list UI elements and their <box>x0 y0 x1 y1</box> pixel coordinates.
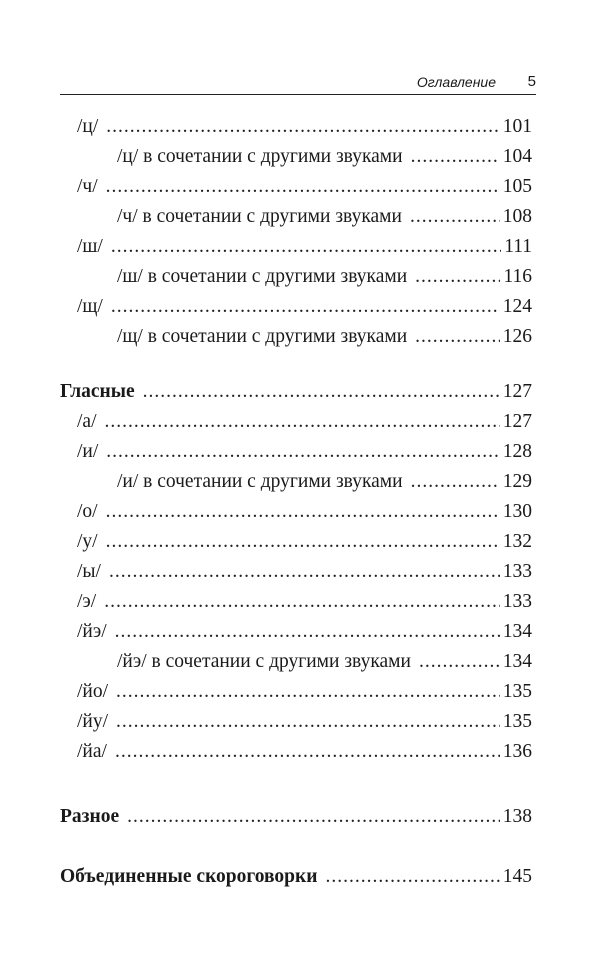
page-number: 5 <box>527 73 536 90</box>
toc-entry-page: 128 <box>502 441 532 462</box>
dot-leader <box>415 322 500 352</box>
dot-leader <box>326 862 500 892</box>
toc-entry-label: /и/ в сочетании с другими звуками <box>117 471 403 492</box>
dot-leader <box>127 802 500 832</box>
toc-entry <box>60 707 532 737</box>
toc-entry-page: 116 <box>503 266 532 287</box>
toc-entry-page: 104 <box>502 146 532 167</box>
toc-entry-label: /ч/ в сочетании с другими звуками <box>117 206 402 227</box>
toc-entry-page: 124 <box>502 296 532 317</box>
dot-leader <box>106 527 500 557</box>
toc-entry-page: 101 <box>502 116 532 137</box>
dot-leader <box>115 737 500 767</box>
toc-entry-page: 136 <box>502 741 532 762</box>
dot-leader <box>143 377 500 407</box>
toc-entry <box>60 677 532 707</box>
toc-entry-page: 126 <box>502 326 532 347</box>
toc-entry-page: 145 <box>502 866 532 887</box>
dot-leader <box>111 232 501 262</box>
toc-entry <box>60 467 532 497</box>
dot-leader <box>105 407 500 437</box>
toc-entry <box>60 112 532 142</box>
toc-entry-page: 134 <box>502 651 532 672</box>
toc-entry-label: /щ/ в сочетании с другими звуками <box>117 326 408 347</box>
toc-entry <box>60 232 532 262</box>
toc-entry-label: /ц/ в сочетании с другими звуками <box>117 146 403 167</box>
toc-entry <box>60 647 532 677</box>
dot-leader <box>115 617 500 647</box>
toc-entry-label: /йу/ <box>77 711 109 732</box>
toc-entry-label: /ш/ в сочетании с другими звуками <box>117 266 408 287</box>
toc-entry-page: 132 <box>502 531 532 552</box>
toc-entry-label: /ш/ <box>77 236 103 257</box>
toc-entry <box>60 202 532 232</box>
toc-entry <box>60 172 532 202</box>
dot-leader <box>411 467 500 497</box>
toc-entry-label: /и/ <box>77 441 99 462</box>
dot-leader <box>111 292 500 322</box>
toc-entry-page: 127 <box>502 381 532 402</box>
toc-entry-label: /у/ <box>77 531 98 552</box>
dot-leader <box>106 437 499 467</box>
dot-leader <box>116 707 500 737</box>
dot-leader <box>109 557 500 587</box>
toc-entry-label: /йа/ <box>77 741 107 762</box>
toc-entry <box>60 617 532 647</box>
toc-entry <box>60 862 532 892</box>
toc-entry-label: /ч/ <box>77 176 98 197</box>
toc-entry <box>60 262 532 292</box>
toc-entry-label: /э/ <box>77 591 97 612</box>
toc-entry <box>60 142 532 172</box>
toc-entry <box>60 527 532 557</box>
dot-leader <box>419 647 500 677</box>
toc-entry-page: 133 <box>502 591 532 612</box>
toc-entry-label: /йо/ <box>77 681 109 702</box>
toc-entry-page: 129 <box>502 471 532 492</box>
toc-entry-page: 135 <box>502 711 532 732</box>
toc-entry-page: 108 <box>502 206 532 227</box>
dot-leader <box>104 587 500 617</box>
dot-leader <box>106 172 500 202</box>
dot-leader <box>106 112 499 142</box>
toc-entry <box>60 557 532 587</box>
dot-leader <box>116 677 500 707</box>
toc-entry-page: 111 <box>504 236 532 257</box>
toc-entry-label: /ц/ <box>77 116 99 137</box>
toc-entry <box>60 737 532 767</box>
toc-entry-label: Объединенные скороговорки <box>60 866 318 887</box>
toc-entry-label: /ы/ <box>77 561 101 582</box>
toc-entry-label: Разное <box>60 806 120 827</box>
toc-entry-page: 127 <box>502 411 532 432</box>
toc-entry-page: 133 <box>502 561 532 582</box>
toc-entry-page: 130 <box>502 501 532 522</box>
toc-entry <box>60 377 532 407</box>
toc-entry-label: /о/ <box>77 501 98 522</box>
dot-leader <box>106 497 500 527</box>
toc-entry-label: /а/ <box>77 411 97 432</box>
toc-entry-label: Гласные <box>60 381 135 402</box>
dot-leader <box>415 262 500 292</box>
toc-entry <box>60 322 532 352</box>
toc-entry-label: /йэ/ <box>77 621 107 642</box>
toc-entry-label: /щ/ <box>77 296 103 317</box>
running-header-title: Оглавление <box>416 74 496 90</box>
toc-entry <box>60 802 532 832</box>
toc-entry-label: /йэ/ в сочетании с другими звуками <box>117 651 411 672</box>
toc-entry-page: 138 <box>502 806 532 827</box>
toc-entry <box>60 587 532 617</box>
toc-entry-page: 105 <box>502 176 532 197</box>
toc-entry-page: 134 <box>502 621 532 642</box>
toc-entry <box>60 292 532 322</box>
dot-leader <box>410 202 500 232</box>
running-header <box>60 72 536 95</box>
toc-entry-page: 135 <box>502 681 532 702</box>
toc-entry <box>60 497 532 527</box>
toc-entry <box>60 407 532 437</box>
toc-entry <box>60 437 532 467</box>
dot-leader <box>411 142 500 172</box>
